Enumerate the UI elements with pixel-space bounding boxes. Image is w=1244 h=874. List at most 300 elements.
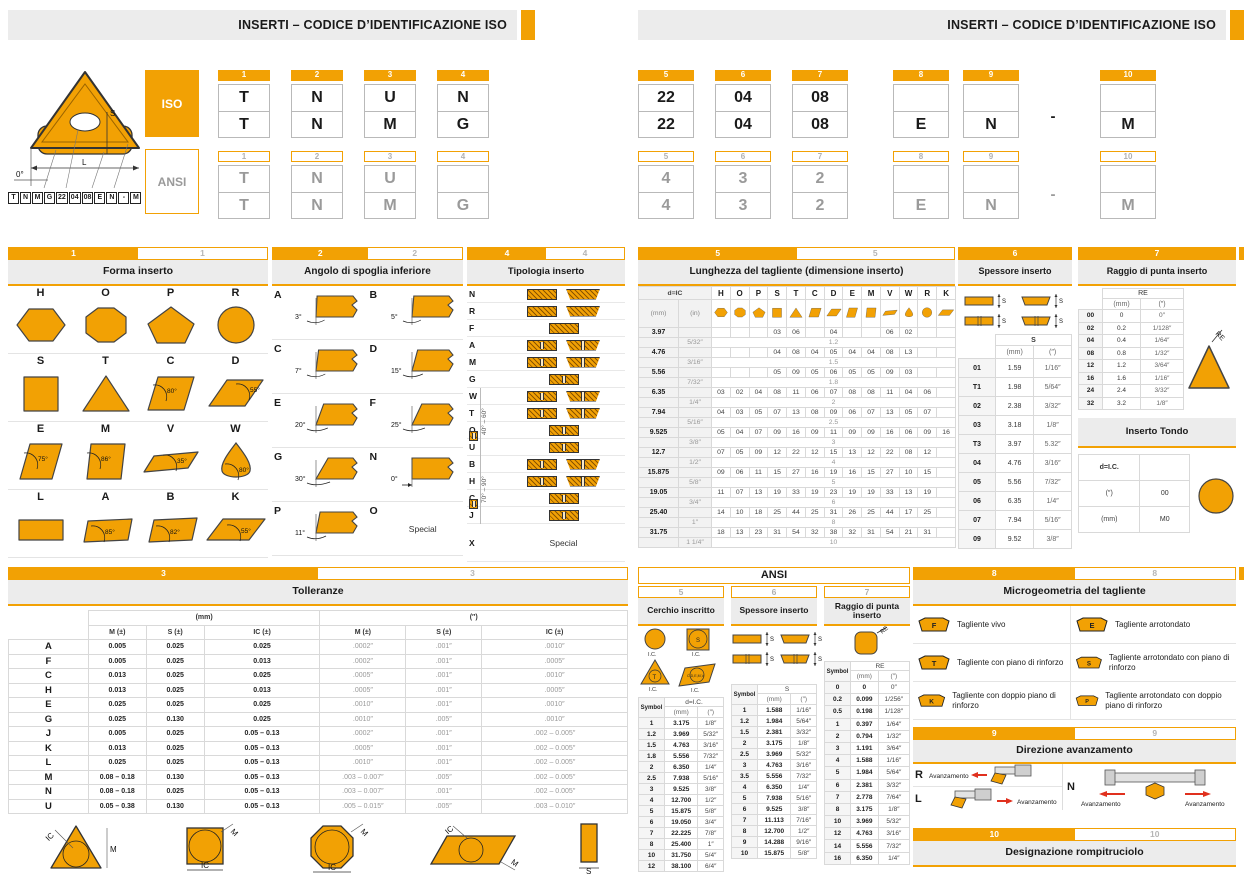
- code-column-10: [1100, 70, 1156, 219]
- table-row: 00 0 0″: [1079, 310, 1184, 323]
- shape-letter: P: [166, 287, 175, 299]
- svg-text:80°: 80°: [166, 388, 177, 395]
- insert-shape-rhombus86-icon: [76, 438, 136, 484]
- insert-shape-rhombus80-icon: [807, 306, 823, 319]
- svg-text:3°: 3°: [295, 314, 302, 321]
- table-row: 1.5 4.763 3/16″: [639, 740, 724, 751]
- table-row: 7 11.113 7/16″: [732, 815, 817, 826]
- tol-diagram-rhombus: [409, 822, 539, 874]
- code-column-3: [364, 70, 416, 219]
- shape-letter: W: [230, 423, 241, 435]
- ansi-code-values: 2 2: [792, 165, 848, 219]
- insert-shape-triangle-icon: [788, 306, 804, 319]
- feed-row-n: N Avanzamento Avanzamento: [1063, 764, 1236, 810]
- insert-section-icon: [566, 408, 600, 419]
- tipologia-letter: X: [469, 537, 475, 548]
- tipologia-letter: B: [469, 459, 476, 469]
- ansi-col-number: 6: [731, 586, 817, 598]
- mm-row: 4.76 04 08 04 05 04 04 08 L3: [639, 348, 956, 358]
- clearance-angle-icon: [388, 399, 458, 437]
- page-title-right: INSERTI – CODICE D’IDENTIFICAZIONE ISO: [638, 10, 1226, 40]
- shape-letter: R: [231, 287, 240, 299]
- edge-prep-icon: [916, 655, 952, 671]
- tipologia-letter: G: [469, 374, 476, 384]
- insert-shape-hexagon-icon: [11, 302, 71, 348]
- ansi-position-number: 5: [638, 151, 694, 162]
- insert-shape-rhombus80-icon: [141, 370, 201, 416]
- edge-prep-text: Tagliente arrotondato: [1115, 619, 1191, 629]
- angle-cell-O: [368, 502, 464, 556]
- table-row: 06 6.35 1/4″: [959, 492, 1072, 511]
- section-spessore: [958, 247, 1072, 549]
- code-column-9: [963, 70, 1019, 219]
- section-forma-inserto: [8, 247, 268, 558]
- feed-left-icon: [929, 788, 1059, 810]
- table-row: 09 9.52 3/8″: [959, 530, 1072, 549]
- ansi-position-number: 2: [291, 151, 343, 162]
- insert-shape-par85-icon: [76, 506, 136, 552]
- thickness-table: S (mm) (″) 01 1.59 1/16″ T1 1.98 5/64″ 02 2.38 3/32″ 03 3.18 1/8″ T3 3.97 5.32″ 04 4.76 3/16″ 05 5.56 7/32″ 06 6.35 1/4″ 07 7.94 5/16″ 09 9.52 3/8″: [958, 334, 1072, 549]
- insert-shape-rhombus35-icon: [141, 438, 201, 484]
- page-tab-right: [1230, 10, 1244, 40]
- edge-prep-icon: [916, 693, 947, 709]
- corner-radius-body: [1078, 288, 1236, 533]
- mm-row: 6.35 03 02 04 08 11 06 07 08 08 11 04 06: [639, 388, 956, 398]
- svg-text:T: T: [931, 658, 937, 668]
- thickness-profile-icon: [731, 648, 779, 668]
- svg-text:S: S: [1058, 299, 1063, 305]
- table-row: 03 3.18 1/8″: [959, 416, 1072, 435]
- iso-code-values: M: [1100, 84, 1156, 138]
- table-row: 2 3.175 1/8″: [732, 738, 817, 749]
- shape-cell-E: [8, 422, 73, 490]
- insert-section-icon: [549, 442, 579, 453]
- svg-text:M: M: [358, 827, 370, 839]
- edge-length-table: [638, 286, 955, 548]
- edge-prep-icon: [1074, 617, 1110, 633]
- mm-row: 3.97 03 06 04 06 02: [639, 328, 956, 338]
- svg-text:I.C.: I.C.: [691, 688, 700, 692]
- edge-prep-icon: [1074, 693, 1100, 709]
- shape-cell-O: [73, 286, 138, 354]
- ansi-code-values: M: [1100, 165, 1156, 219]
- tol-diagram-octagon: [283, 822, 383, 874]
- inch-row: 1 1/4″ 10: [639, 538, 956, 548]
- group-insert-glyph: [469, 499, 478, 509]
- code-strip-box: N: [20, 192, 31, 204]
- shape-letter: O: [101, 287, 110, 299]
- table-row: 9 14.288 9/16″: [732, 837, 817, 848]
- section6-header: 6: [958, 247, 1072, 260]
- shape-cell-A: [73, 490, 138, 558]
- tipologia-letter: T: [469, 408, 475, 418]
- code-column-5: [638, 70, 694, 219]
- section7-header: 7: [1078, 247, 1236, 260]
- code-strip-box: T: [8, 192, 19, 204]
- feed-row-r: R Avanzamento: [913, 764, 1062, 787]
- angle-group-label: 40° – 60°: [480, 388, 492, 456]
- shape-letter: H: [36, 287, 45, 299]
- insert-shape-triangle-icon: [76, 370, 136, 416]
- shape-letter: C: [166, 355, 175, 367]
- mm-row: 15.875 09 06 11 15 27 16 19 16 15 27 10 15: [639, 468, 956, 478]
- insert-section-icon: [527, 340, 557, 351]
- angle-group-label: 70° – 90°: [480, 456, 492, 524]
- table-row: 1 1.588 1/16″: [732, 705, 817, 716]
- section-microgeometria: [913, 567, 1236, 720]
- table-row: 7 22.225 7/8″: [639, 828, 724, 839]
- code-column-2: [291, 70, 343, 219]
- tipologia-letter: J: [469, 510, 474, 520]
- angle-letter: E: [274, 397, 282, 409]
- insert-section-icon: [566, 391, 600, 402]
- clearance-angle-icon: [388, 345, 458, 383]
- section3-header: 3 3: [8, 567, 628, 580]
- code-strip-box: -: [118, 192, 129, 204]
- code-dash-ansi: -: [1050, 186, 1056, 203]
- svg-text:RE: RE: [879, 626, 890, 636]
- tipologia-row-R: [467, 303, 625, 320]
- shape-letter: T: [102, 355, 109, 367]
- angle-cell-F: [368, 394, 464, 448]
- ansi-block-title: ANSI: [638, 567, 910, 584]
- tolerance-diagrams: [8, 820, 628, 874]
- iso-label: ISO: [145, 70, 199, 137]
- svg-text:IC: IC: [328, 863, 336, 872]
- svg-text:IC: IC: [201, 861, 209, 870]
- iso-code-values: 22 22: [638, 84, 694, 138]
- svg-text:30°: 30°: [295, 476, 306, 483]
- shape-cell-M: [73, 422, 138, 490]
- section5-header: 5 5: [638, 247, 955, 260]
- insert-shape-rhombus55-icon: [826, 306, 842, 319]
- shape-letter: A: [101, 491, 110, 503]
- code-strip-box: M: [32, 192, 43, 204]
- ansi-columns: [638, 586, 910, 872]
- angle-cell-G: [272, 448, 368, 502]
- tolerance-row-E: E 0.025 0.025 0.025 .0010″ .001″ .0010″: [9, 698, 628, 713]
- svg-text:P: P: [1085, 698, 1089, 705]
- thickness-profile-icon: [779, 648, 827, 668]
- tolerance-row-N: N 0.08 – 0.18 0.025 0.05 – 0.13 .003 – 0.007″ .001″ .002 – 0.005″: [9, 785, 628, 800]
- svg-text:25°: 25°: [390, 422, 402, 429]
- section2-title: Angolo di spoglia inferiore: [272, 260, 463, 286]
- svg-text:S: S: [1058, 319, 1063, 325]
- insert-section-icon: [549, 510, 579, 521]
- angle-cell-B: [368, 286, 464, 340]
- code-dash-iso: -: [1050, 108, 1056, 125]
- insert-shape-par55-icon: [206, 506, 266, 552]
- section-rompitruciolo: [913, 828, 1236, 867]
- insert-shape-par82-icon: [141, 506, 201, 552]
- tipologia-letter: W: [469, 391, 478, 401]
- table-row: 02 0.2 1/128″: [1079, 322, 1184, 335]
- section3-title: Tolleranze: [8, 580, 628, 606]
- edge-prep-text: Tagliente vivo: [957, 619, 1006, 629]
- shape-letter: M: [100, 423, 111, 435]
- svg-text:35°: 35°: [176, 458, 187, 465]
- ansi-code-values: G: [437, 165, 489, 219]
- table-row: 5 1.984 5/64″: [825, 767, 910, 779]
- position-number: 9: [963, 70, 1019, 81]
- table-row: 3 1.191 3/64″: [825, 742, 910, 754]
- ansi-re-diagram: [825, 626, 909, 656]
- shape-cell-V: [138, 422, 203, 490]
- thickness-profile-icon: [1020, 290, 1068, 310]
- group-insert-glyph: [469, 431, 478, 441]
- round-insert-icon: [1196, 476, 1236, 516]
- code-column-1: [218, 70, 270, 219]
- angle-letter: N: [369, 451, 378, 463]
- edge-prep-item-T: [913, 644, 1071, 682]
- table-row: (″) 00: [1079, 481, 1190, 507]
- table-row: 16 6.350 1/4″: [825, 852, 910, 864]
- ansi-code-values: T T: [218, 165, 270, 219]
- code-column-8: [893, 70, 949, 219]
- svg-text:E: E: [1089, 620, 1095, 630]
- tipologia-rows: [467, 286, 625, 562]
- clearance-angle-grid: [272, 286, 463, 556]
- tipologia-row-A: [467, 337, 625, 354]
- tolerance-row-H: H 0.013 0.025 0.013 .0005″ .001″ .0005″: [9, 683, 628, 698]
- ansi-table: Symbol S (mm) (″) 1 1.588 1/16″ 1.2 1.984 5/64″ 1.5 2.381 3/32″ 2 3.175 1/8″ 2.5 3.969 5/32″ 3 4.763 3/16″ 3.5 5.556 7/32″ 4 6.350 1/4″ 5 7.938 5/16″ 6 9.525 3/8″ 7 11.113 7/16″ 8 12.700 1/2″ 9 14.288 9/16″ 10 15.875 5/8″: [731, 684, 817, 859]
- shape-cell-K: [203, 490, 268, 558]
- svg-text:55°: 55°: [240, 528, 251, 535]
- table-row: 1.2 1.984 5/64″: [732, 716, 817, 727]
- position-number: 4: [437, 70, 489, 81]
- clearance-angle-icon: [292, 507, 362, 545]
- inch-row: 1/4″ 2: [639, 398, 956, 408]
- insert-section-icon: [549, 493, 579, 504]
- tolerance-row-J: J 0.005 0.025 0.05 – 0.13 .0002″ .001″ .002 – 0.005″: [9, 727, 628, 742]
- shape-cell-B: [138, 490, 203, 558]
- code-strip-box: N: [106, 192, 117, 204]
- svg-text:M: M: [110, 845, 117, 854]
- table-row: 3 4.763 3/16″: [732, 760, 817, 771]
- position-number: 7: [792, 70, 848, 81]
- shape-letter: B: [166, 491, 175, 503]
- table-row: 5 7.938 5/16″: [732, 793, 817, 804]
- position-number: 6: [715, 70, 771, 81]
- table-row: 1 0.397 1/64″: [825, 718, 910, 730]
- svg-text:S: S: [696, 638, 701, 644]
- table-row: 8 12.700 1/2″: [732, 826, 817, 837]
- tipologia-row-G: [467, 371, 625, 388]
- table-row: 0.5 0.198 1/128″: [825, 706, 910, 718]
- ansi-code-values: E: [893, 165, 949, 219]
- table-row: 04 4.76 3/16″: [959, 454, 1072, 473]
- svg-text:S: S: [1086, 659, 1092, 667]
- table-row: 0.2 0.099 1/256″: [825, 694, 910, 706]
- tipologia-letter: R: [469, 306, 476, 316]
- table-row: 24 2.4 3/32″: [1079, 385, 1184, 398]
- inch-row: 3/4″ 6: [639, 498, 956, 508]
- insert-shape-square-icon: [769, 306, 785, 319]
- svg-text:Avanzamento: Avanzamento: [1017, 798, 1057, 806]
- shape-cell-T: [73, 354, 138, 422]
- ansi-col-number: 7: [824, 586, 910, 598]
- ansi-column-6: [731, 586, 823, 872]
- insert-shape-pentagon-icon: [141, 302, 201, 348]
- ansi-code-values: 4 4: [638, 165, 694, 219]
- svg-text:F: F: [931, 620, 937, 630]
- ansi-position-number: 4: [437, 151, 489, 162]
- angle-letter: P: [274, 505, 282, 517]
- shape-cell-P: [138, 286, 203, 354]
- ansi-label: ANSI: [145, 149, 199, 214]
- edge-prep-item-E: [1071, 606, 1236, 644]
- angle-cell-E: [272, 394, 368, 448]
- angle-cell-D: [368, 340, 464, 394]
- tipologia-row-F: [467, 320, 625, 337]
- shape-cell-W: [203, 422, 268, 490]
- ansi-position-number: 10: [1100, 151, 1156, 162]
- svg-text:Avanzamento: Avanzamento: [1081, 801, 1121, 808]
- corner-radius-table: RE (mm) (″) 00 0 0″ 02 0.2 1/128″ 04 0.4 1/64″ 08 0.8 1/32″ 12 1.2 3/64″ 16 1.6 1/16″ 24 2.4 3/32″ 32 3.2 1/8″: [1078, 288, 1184, 410]
- table-row: 12 4.763 3/16″: [825, 828, 910, 840]
- section-tolleranze: [8, 567, 628, 874]
- table-row: 0 0 0″: [825, 682, 910, 694]
- table-row: 1.2 3.969 5/32″: [639, 729, 724, 740]
- table-row: 2 6.350 1/4″: [639, 762, 724, 773]
- svg-text:7°: 7°: [295, 368, 302, 375]
- ansi-col-title: Cerchio inscritto: [638, 598, 724, 626]
- table-row: 01 1.59 1/16″: [959, 359, 1072, 378]
- shape-letter: V: [166, 423, 175, 435]
- tolerance-table: [8, 606, 628, 814]
- table-row: 32 3.2 1/8″: [1079, 397, 1184, 410]
- angle-letter: C: [274, 343, 282, 355]
- inch-row: 7/32″ 1.8: [639, 378, 956, 388]
- edge-prep-text: Tagliente arrotondato con piano di rinforzo: [1108, 653, 1230, 672]
- insert-shape-circle-icon: [919, 306, 935, 319]
- section-raggio: [1078, 247, 1236, 533]
- table-row: 3 9.525 3/8″: [639, 784, 724, 795]
- mm-row: 31.75 18 13 23 31 54 32 38 32 31 54 21 31: [639, 528, 956, 538]
- table-row: 2.5 7.938 5/16″: [639, 773, 724, 784]
- tipologia-letter: H: [469, 476, 476, 486]
- insert-shape-trigon-icon: [206, 438, 266, 484]
- position-number: 10: [1100, 70, 1156, 81]
- tolerance-row-G: G 0.025 0.130 0.025 .0010″ .005″ .0010″: [9, 712, 628, 727]
- svg-text:I.C.: I.C.: [649, 687, 658, 692]
- thickness-profile-icon: [779, 628, 827, 648]
- mm-row: 7.94 04 03 05 07 13 08 09 06 07 13 05 07: [639, 408, 956, 418]
- code-column-10: [1100, 70, 1156, 219]
- tol-diagram-triangle: [21, 822, 131, 874]
- section7-title: Raggio di punta inserto: [1078, 260, 1236, 286]
- section1-header: 1 1: [8, 247, 268, 260]
- insert-shape-par55-icon: [938, 306, 954, 319]
- inch-row: 1/2″ 4: [639, 458, 956, 468]
- ansi-position-number: 7: [792, 151, 848, 162]
- insert-section-icon: [527, 391, 557, 402]
- code-column-4: [437, 70, 489, 219]
- table-row: 10 3.969 5/32″: [825, 816, 910, 828]
- table-row: 07 7.94 5/16″: [959, 511, 1072, 530]
- tol-diagram-square: [157, 822, 257, 874]
- section1-title: Forma inserto: [8, 260, 268, 286]
- table-row: 1 3.175 1/8″: [639, 718, 724, 729]
- mm-row: 12.7 07 05 09 12 22 12 15 13 12 22 08 12: [639, 448, 956, 458]
- edge-prep-text: Tagliente con doppio piano di rinforzo: [952, 691, 1056, 710]
- svg-text:IC: IC: [443, 824, 456, 837]
- code-columns-5-7: [638, 70, 848, 219]
- shape-cell-R: [203, 286, 268, 354]
- tipologia-row-N: [467, 286, 625, 303]
- insert-section-icon: [566, 476, 600, 487]
- iso-code-values: N G: [437, 84, 489, 138]
- code-column-7: [792, 70, 848, 219]
- ansi-ic-diagrams: [639, 626, 723, 692]
- special-label: Special: [549, 537, 578, 548]
- ansi-position-number: 6: [715, 151, 771, 162]
- insert-section-icon: [549, 323, 579, 334]
- feed-direction-body: [913, 764, 1236, 810]
- code-strip-box: 08: [82, 192, 94, 204]
- ansi-code-values: 3 3: [715, 165, 771, 219]
- table-row: 05 5.56 7/32″: [959, 473, 1072, 492]
- tolerance-row-U: U 0.05 – 0.38 0.130 0.05 – 0.13 .005 – 0.015″ .005″ .003 – 0.010″: [9, 799, 628, 814]
- section-lunghezza: [638, 247, 955, 548]
- dim-s-label: S: [110, 109, 116, 118]
- insert-shape-rhombus55-icon: [206, 370, 266, 416]
- iso-code-values: 04 04: [715, 84, 771, 138]
- svg-text:80°: 80°: [238, 467, 249, 474]
- svg-text:15°: 15°: [390, 368, 402, 375]
- shape-cell-C: [138, 354, 203, 422]
- edge-tab-2: [1239, 567, 1244, 580]
- tolerance-row-A: A 0.005 0.025 0.025 .0002″ .001″ .0010″: [9, 640, 628, 655]
- angle-letter: O: [369, 505, 378, 517]
- tipologia-row-X: [467, 524, 625, 562]
- svg-text:55°: 55°: [249, 387, 260, 394]
- angle-cell-N: [368, 448, 464, 502]
- tolerance-table: (mm) (″) M (±) S (±) IC (±) M (±) S (±) IC (±) A 0.005 0.025 0.025 .0002″ .001″ .0010″ F 0.005 0.025 0.013 .0002″ .001″ .0005″ C 0.013 0.025 0.025 .0005″ .001″ .0010″ H 0.013 0.025 0.013 .0005″ .001″ .0005″ E 0.025 0.025 0.025 .0010″ .001″ .0010″ G 0.025 0.130 0.025 .0010″ .005″ .0010″ J 0.005 0.025 0.05 – 0.13 .0002″ .001″ .002 – 0.005″ K 0.013 0.025 0.05 – 0.13 .0005″ .001″ .002 – 0.005″ L 0.025 0.025 0.05 – 0.13 .0010″ .001″ .002 – 0.005″ M 0.08 – 0.18 0.130 0.05 – 0.13 .003 – 0.007″ .005″ .002 – 0.005″ N 0.08 – 0.18 0.025 0.05 – 0.13 .003 – 0.007″ .001″ .002 – 0.005″ U 0.05 – 0.38 0.130 0.05 – 0.13 .005 – 0.015″ .005″ .003 – 0.010″: [8, 610, 628, 814]
- table-row: 12 1.2 3/64″: [1079, 360, 1184, 373]
- table-row: 7 2.778 7/64″: [825, 791, 910, 803]
- table-row: 2.5 3.969 5/32″: [732, 749, 817, 760]
- tolerance-row-K: K 0.013 0.025 0.05 – 0.13 .0005″ .001″ .002 – 0.005″: [9, 741, 628, 756]
- thickness-table: [958, 334, 1072, 549]
- section10-header: 10 10: [913, 828, 1236, 841]
- inserto-tondo-title: Inserto Tondo: [1078, 418, 1236, 448]
- insert-section-icon: [566, 340, 600, 351]
- svg-text:S: S: [770, 637, 775, 643]
- section5-title: Lunghezza del tagliente (dimensione inserto): [638, 260, 955, 286]
- shape-cell-D: [203, 354, 268, 422]
- edge-prep-text: Tagliente con piano di rinforzo: [957, 657, 1064, 667]
- section-direzione: [913, 727, 1236, 810]
- insert-section-icon: [527, 408, 557, 419]
- table-row: 10 15.875 5/8″: [732, 848, 817, 859]
- svg-text:20°: 20°: [295, 422, 306, 429]
- table-row: 8 25.400 1″: [639, 839, 724, 850]
- re-triangle-icon: [1188, 324, 1234, 396]
- iso-code-values: N: [963, 84, 1019, 138]
- thickness-diagrams: [958, 286, 1072, 334]
- position-number: 3: [364, 70, 416, 81]
- svg-text:11°: 11°: [295, 530, 306, 537]
- round-insert-table: d=I.C. (″) 00 (mm) M0: [1078, 454, 1190, 533]
- thickness-profile-icon: [731, 628, 779, 648]
- iso-code-values: U M: [364, 84, 416, 138]
- table-row: 02 2.38 3/32″: [959, 397, 1072, 416]
- shape-letter: E: [36, 423, 45, 435]
- insert-shape-circle-icon: [206, 302, 266, 348]
- ansi-column-7: [824, 586, 910, 872]
- svg-text:82°: 82°: [169, 529, 180, 536]
